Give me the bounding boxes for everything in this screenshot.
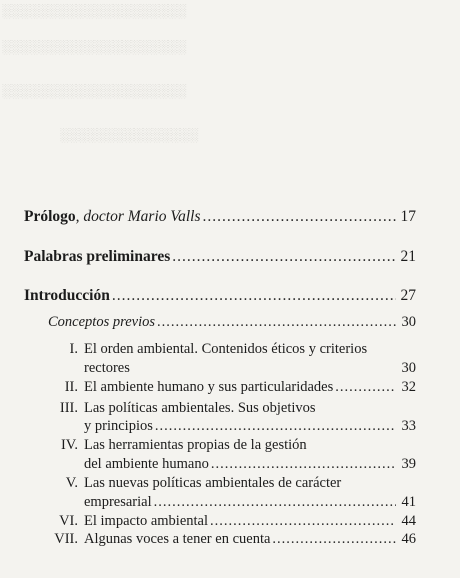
- toc-author-prologo: , doctor Mario Valls: [75, 208, 201, 225]
- toc-chapter-3-line1[interactable]: [50, 400, 316, 417]
- chapter-title-cont: y principios: [84, 418, 153, 434]
- page-show-through: ░░░░░░░░░░░░░░░░░░░░ ░░░░░░░░░░░░░░░░░░░░ ░░░░░░░░░░░░░░░░░░░░ ░░░░░░░░░░░░░░░: [2, 3, 199, 142]
- leader-dots: [203, 208, 396, 226]
- toc-chapter-5-line2[interactable]: [84, 494, 416, 511]
- chapter-page: 44: [401, 513, 416, 529]
- toc-page-conceptos: 30: [401, 314, 416, 330]
- chapter-number: VII.: [54, 531, 78, 547]
- leader-dots: [172, 248, 396, 266]
- toc-label-palabras: Palabras preliminares: [24, 248, 171, 265]
- toc-chapter-2[interactable]: [50, 379, 416, 396]
- chapter-page: 30: [401, 360, 416, 376]
- leader-dots: [210, 513, 396, 530]
- chapter-number: VI.: [59, 513, 78, 529]
- toc-page-palabras: 21: [400, 248, 416, 265]
- chapter-title: El ambiente humano y sus particularidades: [84, 379, 334, 395]
- chapter-page: 41: [401, 494, 416, 510]
- toc-label-conceptos: Conceptos previos: [48, 314, 155, 330]
- leader-dots: [157, 314, 396, 331]
- chapter-number: V.: [65, 475, 78, 491]
- toc-label-prologo: Prólogo: [24, 208, 76, 225]
- chapter-title: Algunas voces a tener en cuenta: [84, 531, 271, 547]
- toc-entry-introduccion[interactable]: [24, 287, 416, 305]
- chapter-number: IV.: [60, 437, 78, 453]
- toc-chapter-7[interactable]: [50, 531, 416, 548]
- chapter-title: Las herramientas propias de la gestión: [84, 437, 307, 453]
- toc-chapter-5-line1[interactable]: [50, 475, 341, 492]
- chapter-page: 33: [401, 418, 416, 434]
- chapter-title-cont: del ambiente humano: [84, 456, 209, 472]
- leader-dots: [211, 456, 396, 473]
- leader-dots: [155, 418, 396, 435]
- toc-entry-prologo[interactable]: [24, 208, 416, 226]
- chapter-title: Las nuevas políticas ambientales de carácter: [84, 475, 342, 491]
- leader-dots: [272, 531, 396, 548]
- toc-label-introduccion: Introducción: [24, 287, 110, 304]
- toc-page-introduccion: 27: [400, 287, 416, 304]
- toc-chapter-1-line1[interactable]: [50, 341, 367, 358]
- leader-dots: [335, 379, 396, 396]
- chapter-page: 46: [401, 531, 416, 547]
- chapter-number: II.: [64, 379, 78, 395]
- chapter-page: 32: [401, 379, 416, 395]
- chapter-number: I.: [69, 341, 78, 357]
- toc-chapter-1-line2[interactable]: [84, 360, 416, 377]
- toc-page-prologo: 17: [400, 208, 416, 225]
- chapter-title: El orden ambiental. Contenidos éticos y criterios: [84, 341, 368, 357]
- chapter-number: III.: [59, 400, 78, 416]
- leader-dots: [112, 287, 396, 305]
- toc-chapter-4-line1[interactable]: [50, 437, 307, 454]
- toc-chapter-4-line2[interactable]: [84, 456, 416, 473]
- chapter-title: El impacto ambiental: [84, 513, 209, 529]
- chapter-page: 39: [401, 456, 416, 472]
- chapter-title-cont: rectores: [84, 360, 130, 376]
- leader-dots: [154, 494, 396, 511]
- toc-entry-palabras[interactable]: [24, 248, 416, 266]
- toc-entry-conceptos[interactable]: [48, 314, 416, 331]
- chapter-title: Las políticas ambientales. Sus objetivos: [84, 400, 316, 416]
- toc-chapter-6[interactable]: [50, 513, 416, 530]
- toc-chapter-3-line2[interactable]: [84, 418, 416, 435]
- chapter-title-cont: empresarial: [84, 494, 152, 510]
